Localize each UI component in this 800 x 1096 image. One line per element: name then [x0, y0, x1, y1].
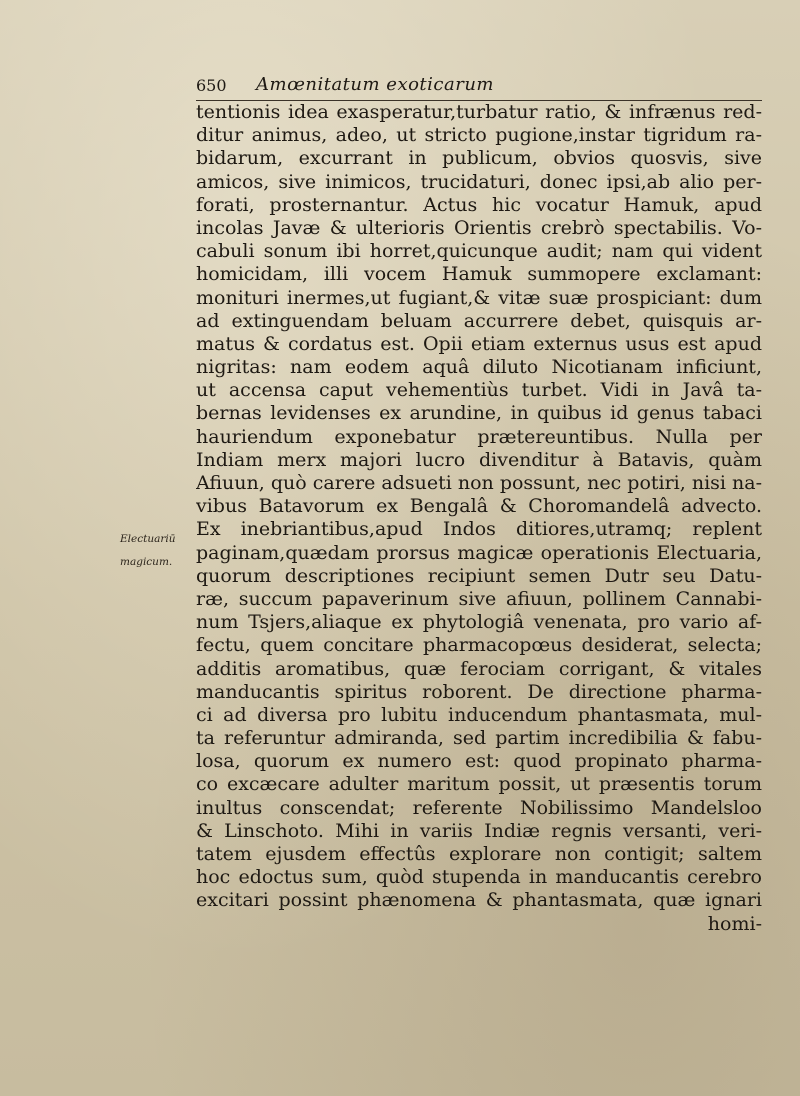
text-line: co excæcare adulter maritum possit, ut præsentis torum: [196, 773, 762, 796]
text-line: manducantis spiritus roborent. De directione pharma-: [196, 680, 762, 703]
running-head: [196, 70, 762, 100]
text-line: & Linschoto. Mihi in variis Indiæ regnis versanti, veri-: [196, 819, 762, 842]
text-line: forati, prosternantur. Actus hic vocatur Hamuk, apud: [196, 193, 762, 216]
text-line: cabuli sonum ibi horret,quicunque audit; nam qui vident: [196, 240, 762, 263]
text-line: vibus Batavorum ex Bengalâ & Choromandelâ advecto.: [196, 495, 762, 518]
text-line: ad extinguendam beluam accurrere debet, quisquis ar-: [196, 309, 762, 332]
text-line: homicidam, illi vocem Hamuk summopere exclamant:: [196, 263, 762, 286]
text-line: excitari possint phænomena & phantasmata, quæ ignari: [196, 889, 762, 912]
text-line: incolas Javæ & ulterioris Orientis crebrò spectabilis. Vo-: [196, 216, 762, 239]
text-line: Ex inebriantibus,apud Indos ditiores,utramq; replent: [196, 518, 762, 541]
text-line: paginam,quædam prorsus magicæ operationis Electuaria,: [196, 541, 762, 564]
text-line: quorum descriptiones recipiunt semen Dutr seu Datu-: [196, 564, 762, 587]
text-line: hoc edoctus sum, quòd stupenda in manducantis cerebro: [196, 866, 762, 889]
page-number: 650: [196, 76, 227, 95]
text-line: ut accensa caput vehementiùs turbet. Vidi in Javâ ta-: [196, 379, 762, 402]
catchword: homi-: [707, 912, 762, 935]
text-line: monituri inermes,ut fugiant,& vitæ suæ prospiciant: dum: [196, 286, 762, 309]
text-line: nigritas: nam eodem aquâ diluto Nicotianam inficiunt,: [196, 356, 762, 379]
text-line: fectu, quem concitare pharmacopœus desiderat, selecta;: [196, 634, 762, 657]
text-line: Afiuun, quò carere adsueti non possunt, nec potiri, nisi na-: [196, 472, 762, 494]
text-line: matus & cordatus est. Opii etiam externus usus est apud: [196, 332, 762, 355]
text-line: inultus conscendat; referente Nobilissimo Mandelsloo: [196, 796, 762, 819]
body-text: [196, 101, 762, 936]
margin-note-line: Electuariū: [120, 533, 176, 545]
text-line: ta referuntur admiranda, sed partim incredibilia & fabu-: [196, 727, 762, 750]
text-line: tatem ejusdem effectûs explorare non contigit; saltem: [196, 843, 762, 865]
text-line: ci ad diversa pro lubitu inducendum phantasmata, mul-: [196, 703, 762, 726]
text-line: bernas levidenses ex arundine, in quibus id genus tabaci: [196, 402, 762, 425]
text-line: bidarum, excurrant in publicum, obvios quosvis, sive: [196, 147, 762, 170]
running-title: Amœnitatum exoticarum: [256, 74, 495, 95]
margin-note: [120, 528, 194, 574]
text-line: additis aromatibus, quæ ferociam corrigant, & vitales: [196, 657, 762, 680]
margin-note-line: magicum.: [120, 556, 173, 568]
text-line: num Tsjers,aliaque ex phytologiâ venenata, pro vario af-: [196, 611, 762, 634]
text-line: hauriendum exponebatur prætereuntibus. Nulla per: [196, 425, 762, 448]
text-line: Indiam merx majori lucro divenditur à Batavis, quàm: [196, 448, 762, 471]
text-line: amicos, sive inimicos, trucidaturi, donec ipsi,ab alio per-: [196, 170, 762, 193]
text-line: tentionis idea exasperatur,turbatur ratio, & infrænus red-: [196, 101, 762, 123]
text-line: ditur animus, adeo, ut stricto pugione,instar tigridum ra-: [196, 124, 762, 147]
text-line: ræ, succum papaverinum sive afiuun, pollinem Cannabi-: [196, 587, 762, 610]
text-line: losa, quorum ex numero est: quod propinato pharma-: [196, 750, 762, 773]
